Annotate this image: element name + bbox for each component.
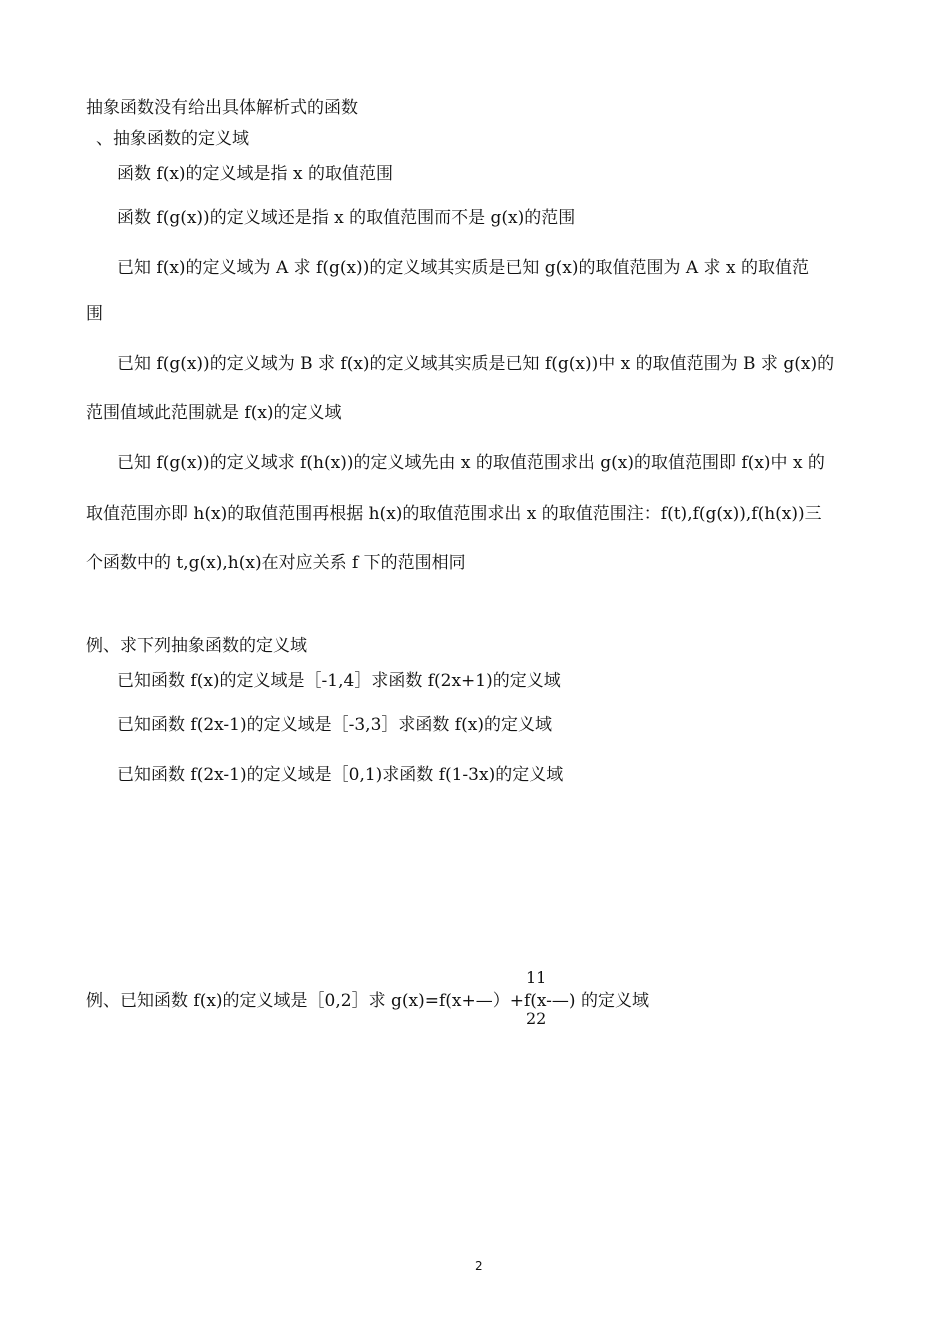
example-heading: 例、求下列抽象函数的定义域 [86, 636, 307, 656]
paragraph-line: 函数 f(g(x))的定义域还是指 x 的取值范围而不是 g(x)的范围 [117, 208, 576, 228]
paragraph-line: 个函数中的 t,g(x),h(x)在对应关系 f 下的范围相同 [86, 553, 466, 573]
example-item: 已知函数 f(2x-1)的定义域是［0,1)求函数 f(1-3x)的定义域 [117, 765, 564, 785]
example-2-statement: 例、已知函数 f(x)的定义域是［0,2］求 g(x)=f(x+—）+f(x-—) 的定义域 [86, 991, 649, 1011]
paragraph-line: 函数 f(x)的定义域是指 x 的取值范围 [117, 164, 393, 184]
paragraph-line: 已知 f(g(x))的定义域求 f(h(x))的定义域先由 x 的取值范围求出 g(x)的取值范围即 f(x)中 x 的 [117, 453, 825, 473]
fraction-denominators: 22 [526, 1009, 547, 1028]
heading-intro: 抽象函数没有给出具体解析式的函数 [86, 98, 358, 118]
paragraph-line: 已知 f(g(x))的定义域为 B 求 f(x)的定义域其实质是已知 f(g(x))中 x 的取值范围为 B 求 g(x)的 [117, 354, 835, 374]
example-item: 已知函数 f(x)的定义域是［-1,4］求函数 f(2x+1)的定义域 [117, 671, 561, 691]
example-item: 已知函数 f(2x-1)的定义域是［-3,3］求函数 f(x)的定义域 [117, 715, 552, 735]
fraction-numerators: 11 [526, 968, 547, 987]
paragraph-line: 范围值域此范围就是 f(x)的定义域 [86, 403, 342, 423]
section-title: 、抽象函数的定义域 [96, 129, 249, 149]
paragraph-line: 已知 f(x)的定义域为 A 求 f(g(x))的定义域其实质是已知 g(x)的取值范围为 A 求 x 的取值范 [117, 258, 809, 278]
page-number: 2 [475, 1259, 483, 1273]
paragraph-line: 取值范围亦即 h(x)的取值范围再根据 h(x)的取值范围求出 x 的取值范围注：f(t),f(g(x)),f(h(x))三 [86, 504, 822, 524]
paragraph-line: 围 [86, 304, 103, 324]
